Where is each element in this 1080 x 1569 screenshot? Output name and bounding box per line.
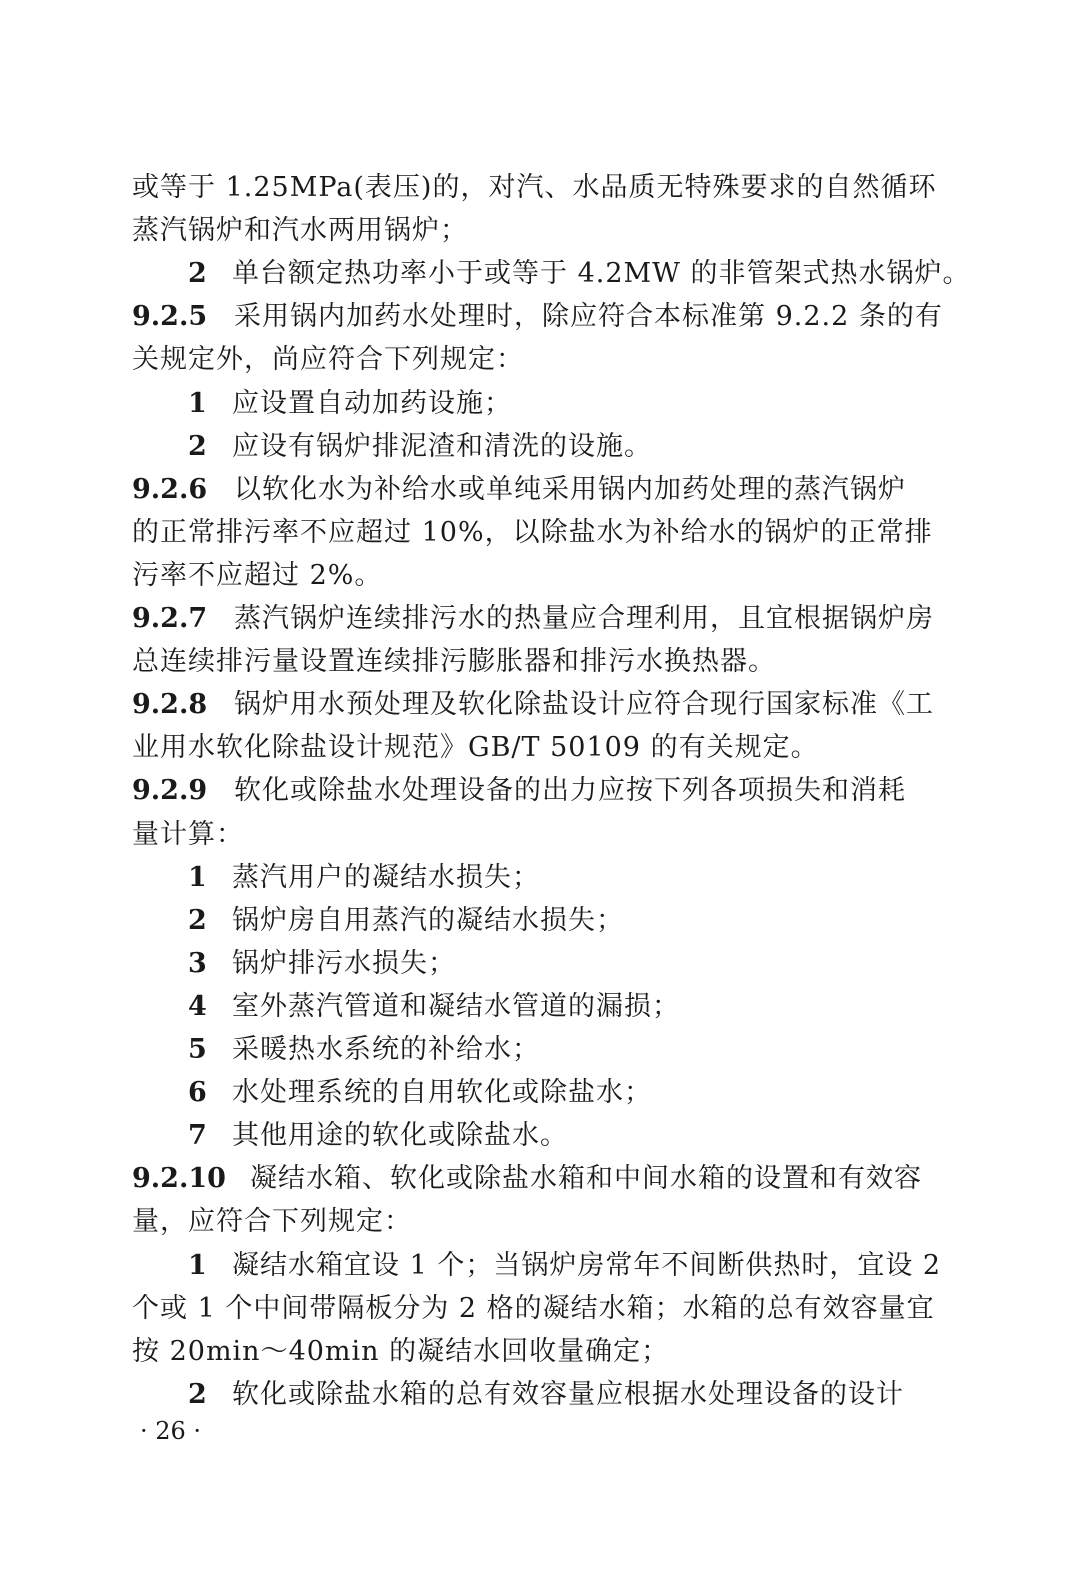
item-number: 3 xyxy=(188,947,207,979)
line-text: 量计算： xyxy=(132,818,244,850)
item-number: 6 xyxy=(188,1077,207,1109)
line-text: 锅炉房自用蒸汽的凝结水损失； xyxy=(232,904,624,936)
text-line xyxy=(0,813,1080,856)
text-line xyxy=(0,338,1080,381)
item-number: 2 xyxy=(188,904,207,936)
item-number: 5 xyxy=(188,1034,207,1065)
list-item-line xyxy=(0,942,1080,985)
line-text: 采暖热水系统的补给水； xyxy=(232,1034,540,1065)
line-text: 蒸汽锅炉连续排污水的热量应合理利用，且宜根据锅炉房 xyxy=(234,603,934,634)
line-text: 软化或除盐水箱的总有效容量应根据水处理设备的设计 xyxy=(232,1378,904,1410)
line-text: 室外蒸汽管道和凝结水管道的漏损； xyxy=(232,990,680,1022)
line-text: 采用锅内加药水处理时，除应符合本标准第 9.2.2 条的有 xyxy=(234,301,943,333)
clause-number: 9.2.7 xyxy=(132,603,208,634)
clause-line xyxy=(0,597,1080,640)
text-line xyxy=(0,1200,1080,1243)
text-line xyxy=(0,1330,1080,1373)
list-item-line xyxy=(0,1114,1080,1157)
line-text: 软化或除盐水处理设备的出力应按下列各项损失和消耗 xyxy=(234,775,906,807)
clause-line xyxy=(0,683,1080,726)
clause-number: 9.2.9 xyxy=(132,775,208,807)
list-item-line xyxy=(0,382,1080,425)
line-text: 关规定外，尚应符合下列规定： xyxy=(132,344,524,376)
line-text: 单台额定热功率小于或等于 4.2MW 的非管架式热水锅炉。 xyxy=(232,258,971,290)
text-line xyxy=(0,726,1080,769)
line-text: 凝结水箱、软化或除盐水箱和中间水箱的设置和有效容 xyxy=(250,1163,922,1195)
clause-line xyxy=(0,468,1080,511)
line-text: 其他用途的软化或除盐水。 xyxy=(232,1120,568,1152)
item-number: 2 xyxy=(188,258,207,290)
line-text: 蒸汽用户的凝结水损失； xyxy=(232,861,540,893)
text-line xyxy=(0,511,1080,554)
clause-number: 9.2.10 xyxy=(132,1163,226,1195)
line-text: 的正常排污率不应超过 10%，以除盐水为补给水的锅炉的正常排 xyxy=(132,516,933,548)
clause-line xyxy=(0,295,1080,338)
line-text: 以软化水为补给水或单纯采用锅内加药处理的蒸汽锅炉 xyxy=(234,473,906,505)
line-text: 应设有锅炉排泥渣和清洗的设施。 xyxy=(232,430,652,462)
list-item-line xyxy=(0,856,1080,899)
item-number: 1 xyxy=(188,1249,207,1281)
list-item-line xyxy=(0,252,1080,295)
line-text: 总连续排污量设置连续排污膨胀器和排污水换热器。 xyxy=(132,646,776,678)
line-text: 量，应符合下列规定： xyxy=(132,1206,412,1238)
list-item-line xyxy=(0,1373,1080,1416)
line-text: 锅炉排污水损失； xyxy=(232,947,456,979)
line-text: 业用水软化除盐设计规范》GB/T 50109 的有关规定。 xyxy=(132,732,819,764)
item-number: 2 xyxy=(188,1378,207,1410)
text-line xyxy=(0,640,1080,683)
item-number: 1 xyxy=(188,861,207,893)
item-number: 7 xyxy=(188,1120,207,1152)
clause-number: 9.2.8 xyxy=(132,689,208,721)
line-text: 锅炉用水预处理及软化除盐设计应符合现行国家标准《工 xyxy=(234,689,934,721)
item-number: 1 xyxy=(188,387,207,419)
list-item-line xyxy=(0,425,1080,468)
item-number: 2 xyxy=(188,430,207,462)
list-item-line xyxy=(0,1244,1080,1287)
list-item-line xyxy=(0,1028,1080,1071)
list-item-line xyxy=(0,899,1080,942)
list-item-line xyxy=(0,985,1080,1028)
line-text: 个或 1 个中间带隔板分为 2 格的凝结水箱；水箱的总有效容量宜 xyxy=(132,1292,935,1324)
text-line xyxy=(0,554,1080,597)
line-text: 水处理系统的自用软化或除盐水； xyxy=(232,1077,652,1109)
text-line xyxy=(0,166,1080,209)
text-line xyxy=(0,1287,1080,1330)
clause-line xyxy=(0,769,1080,812)
line-text: 蒸汽锅炉和汽水两用锅炉； xyxy=(132,215,468,247)
clause-number: 9.2.5 xyxy=(132,301,208,333)
clause-number: 9.2.6 xyxy=(132,473,208,505)
line-text: 污率不应超过 2%。 xyxy=(132,559,383,591)
line-text: 或等于 1.25MPa(表压)的，对汽、水品质无特殊要求的自然循环 xyxy=(132,172,937,203)
item-number: 4 xyxy=(188,990,207,1022)
clause-line xyxy=(0,1157,1080,1200)
text-line xyxy=(0,209,1080,252)
line-text: 凝结水箱宜设 1 个；当锅炉房常年不间断供热时，宜设 2 xyxy=(232,1249,942,1281)
list-item-line xyxy=(0,1071,1080,1114)
line-text: 按 20min～40min 的凝结水回收量确定； xyxy=(132,1335,670,1367)
line-text: 应设置自动加药设施； xyxy=(232,387,512,419)
page-number: · 26 · xyxy=(140,1417,202,1445)
